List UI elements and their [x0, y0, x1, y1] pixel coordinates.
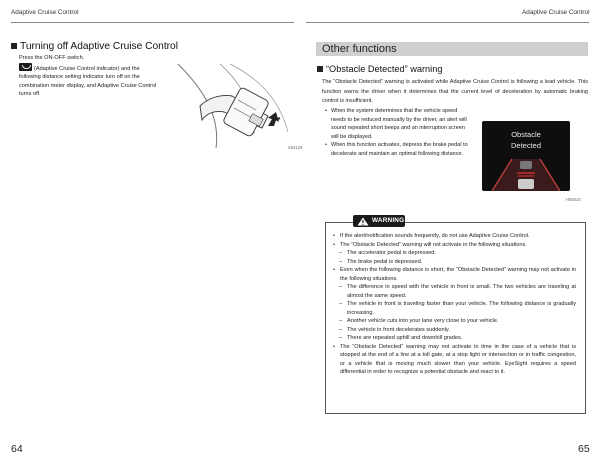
bullet-list [325, 107, 471, 159]
warning-item: • Even when the following distance is short, the “Obstacle Detected” warning may not activate in the following situations. [333, 266, 576, 283]
warning-content [333, 232, 576, 377]
instruction-text [19, 54, 162, 99]
obstacle-detected-display [482, 121, 570, 191]
warning-item: • If the alert/notification sounds frequently, do not use Adaptive Cruise Control. [333, 232, 576, 241]
display-text: Detected [510, 141, 542, 150]
page-number: 64 [11, 443, 23, 455]
instruction-line: Press the ON-OFF switch. [19, 55, 85, 61]
section-title: Other functions [322, 43, 397, 55]
warning-subitem: – The brake pedal is depressed. [333, 258, 576, 267]
list-item: • When the system determines that the vehicle speed needs to be reduced manually by the driver, an alert will sound repeated short beeps and an interruption screen will be displayed. [325, 107, 471, 141]
header-rule [306, 22, 589, 23]
warning-subitem: – Another vehicle cuts into your lane very close to your vehicle. [333, 317, 576, 326]
adaptive-cruise-indicator-icon [19, 63, 32, 71]
warning-item: • The “Obstacle Detected” warning will not activate in the following situations. [333, 241, 576, 250]
display-text: Obstacle [511, 130, 541, 139]
list-item: • When this function activates, depress the brake pedal to decelerate and maintain an optimal following distance. [325, 141, 471, 158]
heading-square-icon [317, 66, 323, 72]
page-number: 65 [578, 443, 590, 455]
heading-square-icon [11, 43, 17, 49]
cruise-switch-illustration [172, 62, 292, 150]
warning-badge [353, 215, 405, 227]
warning-subitem: – There are repeated uphill and downhill grades. [333, 334, 576, 343]
warning-subitem: – The vehicle in front decelerates suddenly. [333, 326, 576, 335]
header-rule [11, 22, 294, 23]
warning-subitem: – The vehicle in front is traveling faster than your vehicle. The following distance is gradually increasing. [333, 300, 576, 317]
section-heading: Turning off Adaptive Cruise Control [11, 41, 178, 52]
subheading: “Obstacle Detected” warning [317, 64, 442, 74]
warning-subitem: – The accelerator pedal is depressed. [333, 249, 576, 258]
instruction-continued: (Adaptive Cruise Control indicator) and the following distance setting indicator turn off on the combination meter display, and Adaptive Cruise Control turns off. [19, 65, 157, 98]
warning-triangle-icon [357, 217, 369, 226]
running-header: Adaptive Cruise Control [522, 9, 590, 16]
figure-caption: S04129 [288, 145, 303, 150]
warning-label: WARNING [372, 217, 405, 224]
running-header: Adaptive Cruise Control [11, 9, 79, 16]
figure-caption: H05010 [566, 197, 581, 202]
intro-paragraph: The “Obstacle Detected” warning is activated while Adaptive Cruise Control is following a lead vehicle. This function warns the driver when it determines that the current level of deceleration by automatic braking control is insufficient. [322, 79, 588, 105]
warning-item: • The “Obstacle Detected” warning may not activate in time in the case of a vehicle that is stopped at the end of a line at a toll gate, at a stop light or intersection or in traffic congestion, or a vehicle that is moving much slower than your vehicle. EyeSight requires a speed differential in order to recognize a potential obstacle and react to it. [333, 343, 576, 377]
warning-subitem: – The difference in speed with the vehicle in front is small. The two vehicles are traveling at almost the same speed. [333, 283, 576, 300]
